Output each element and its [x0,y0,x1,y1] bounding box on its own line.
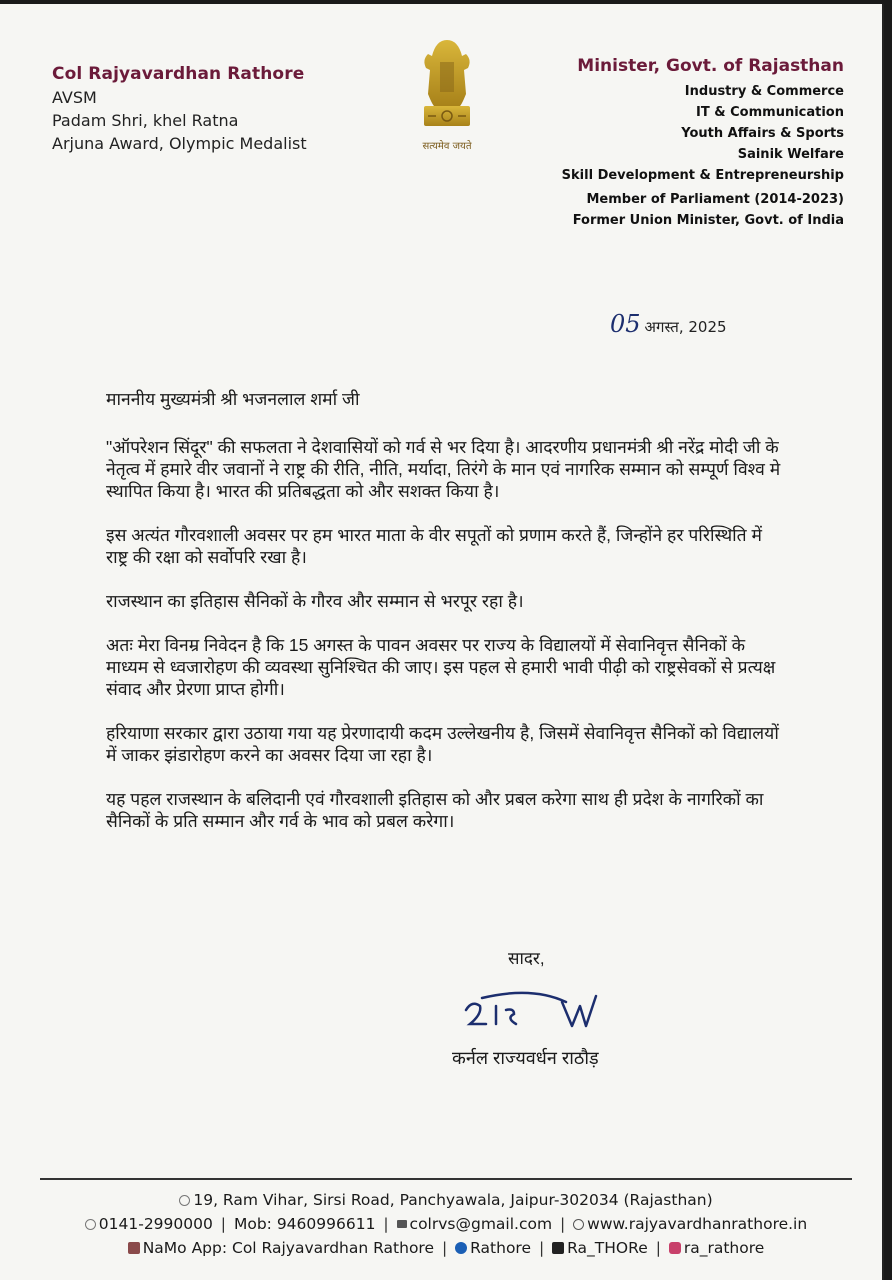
footer-namo-app: NaMo App: Col Rajyavardhan Rathore [142,1239,435,1257]
paragraph-6: यह पहल राजस्थान के बलिदानी एवं गौरवशाली इतिहास को और प्रबल करेगा साथ ही प्रदेश के नागरिकों का सैनिकों के प्रति सम्मान और गर्व के भाव को प्रबल करेगा। [106,789,764,831]
footer-contact-row [40,1212,852,1236]
separator: | [560,1215,566,1233]
footer-phone: 0141-2990000 [98,1215,213,1233]
honour-padam-shri: Padam Shri, khel Ratna [52,111,239,130]
signer-name: कर्नल राज्यवर्धन राठौड़ [452,1048,599,1068]
footer-address-row [40,1188,852,1212]
handwritten-signature [462,984,612,1032]
facebook-icon [455,1242,467,1254]
footer-social-row [40,1236,852,1260]
national-emblem [402,34,492,154]
letter-body [106,388,786,854]
letterhead-right [562,56,844,231]
former-mp: Member of Parliament (2014-2023) [586,192,844,207]
salutation: माननीय मुख्यमंत्री श्री भजनलाल शर्मा जी [106,389,360,409]
footer-email[interactable]: colrvs@gmail.com [409,1215,553,1233]
separator: | [441,1239,448,1257]
footer-divider [40,1178,852,1180]
honour-arjuna: Arjuna Award, Olympic Medalist [52,134,307,153]
paragraph-4: अतः मेरा विनम्र निवेदन है कि 15 अगस्त के पावन अवसर पर राज्य के विद्यालयों में सेवानिवृत्त सैनिकों के माध्यम से ध्वजारोहण की व्यवस्था सुनिश्चित की जाए। इस पहल से हमारी भावी पीढ़ी को राष्ट्रसेवकों से प्रत्यक्ष संवाद और प्रेरणा प्राप्त होगी। [106,635,776,699]
separator: | [220,1215,227,1233]
letter-page [0,4,884,1280]
globe-icon [573,1219,584,1230]
paragraph-1: "ऑपरेशन सिंदूर" की सफलता ने देशवासियों को गर्व से भर दिया है। आदरणीय प्रधानमंत्री श्री नरेंद्र मोदी जी के नेतृत्व में हमारे वीर जवानों ने राष्ट्र की रीति, नीति, मर्यादा, तिरंगे के मान एवं नागरिक सम्मान को सम्पूर्ण विश्व मे स्थापित किया है। भारत की प्रतिबद्धता को और सशक्त किया है। [106,437,781,501]
footer-facebook: Rathore [470,1239,532,1257]
footer-mobile: Mob: 9460996611 [233,1215,376,1233]
instagram-icon [669,1242,681,1254]
closing: सादर, [508,949,545,968]
separator: | [538,1239,545,1257]
minister-title: Minister, Govt. of Rajasthan [577,56,844,76]
footer-x-handle: Ra_THORe [567,1239,648,1257]
x-twitter-icon [552,1242,564,1254]
letterhead-footer [40,1188,852,1260]
portfolio-sainik: Sainik Welfare [737,147,844,162]
ashoka-emblem-icon [402,34,492,138]
phone-icon [85,1219,96,1230]
portfolio-industry: Industry & Commerce [684,84,844,99]
portfolio-skill: Skill Development & Entrepreneurship [561,168,844,183]
paragraph-3: राजस्थान का इतिहास सैनिकों के गौरव और सम्मान से भरपूर रहा है। [106,591,524,611]
footer-website[interactable]: www.rajyavardhanrathore.in [587,1215,808,1233]
footer-address: 19, Ram Vihar, Sirsi Road, Panchyawala, Jaipur-302034 (Rajasthan) [193,1191,713,1209]
letterhead-left [52,64,307,153]
honour-avsm: AVSM [52,88,97,107]
mail-icon [397,1220,407,1228]
location-icon [179,1195,190,1206]
emblem-motto: सत्यमेव जयते [422,141,472,152]
portfolio-it: IT & Communication [696,105,844,120]
letter-date [610,310,727,338]
former-union-minister: Former Union Minister, Govt. of India [572,213,844,228]
namo-app-icon [128,1242,140,1254]
date-month-year: अगस्त, 2025 [644,318,727,336]
separator: | [655,1239,661,1257]
paragraph-5: हरियाणा सरकार द्वारा उठाया गया यह प्रेरणादायी कदम उल्लेखनीय है, जिसमें सेवानिवृत्त सैनिकों को विद्यालयों में जाकर झंडारोहण करने का अवसर दिया जा रहा है। [106,723,779,765]
date-day: 05 [610,310,641,338]
portfolio-youth: Youth Affairs & Sports [681,126,844,141]
sender-name: Col Rajyavardhan Rathore [52,64,305,84]
separator: | [383,1215,389,1233]
paragraph-2: इस अत्यंत गौरवशाली अवसर पर हम भारत माता के वीर सपूतों को प्रणाम करते हैं, जिन्होंने हर परिस्थिति में राष्ट्र की रक्षा को सर्वोपरि रखा है। [106,525,762,567]
footer-instagram: ra_rathore [683,1239,765,1257]
